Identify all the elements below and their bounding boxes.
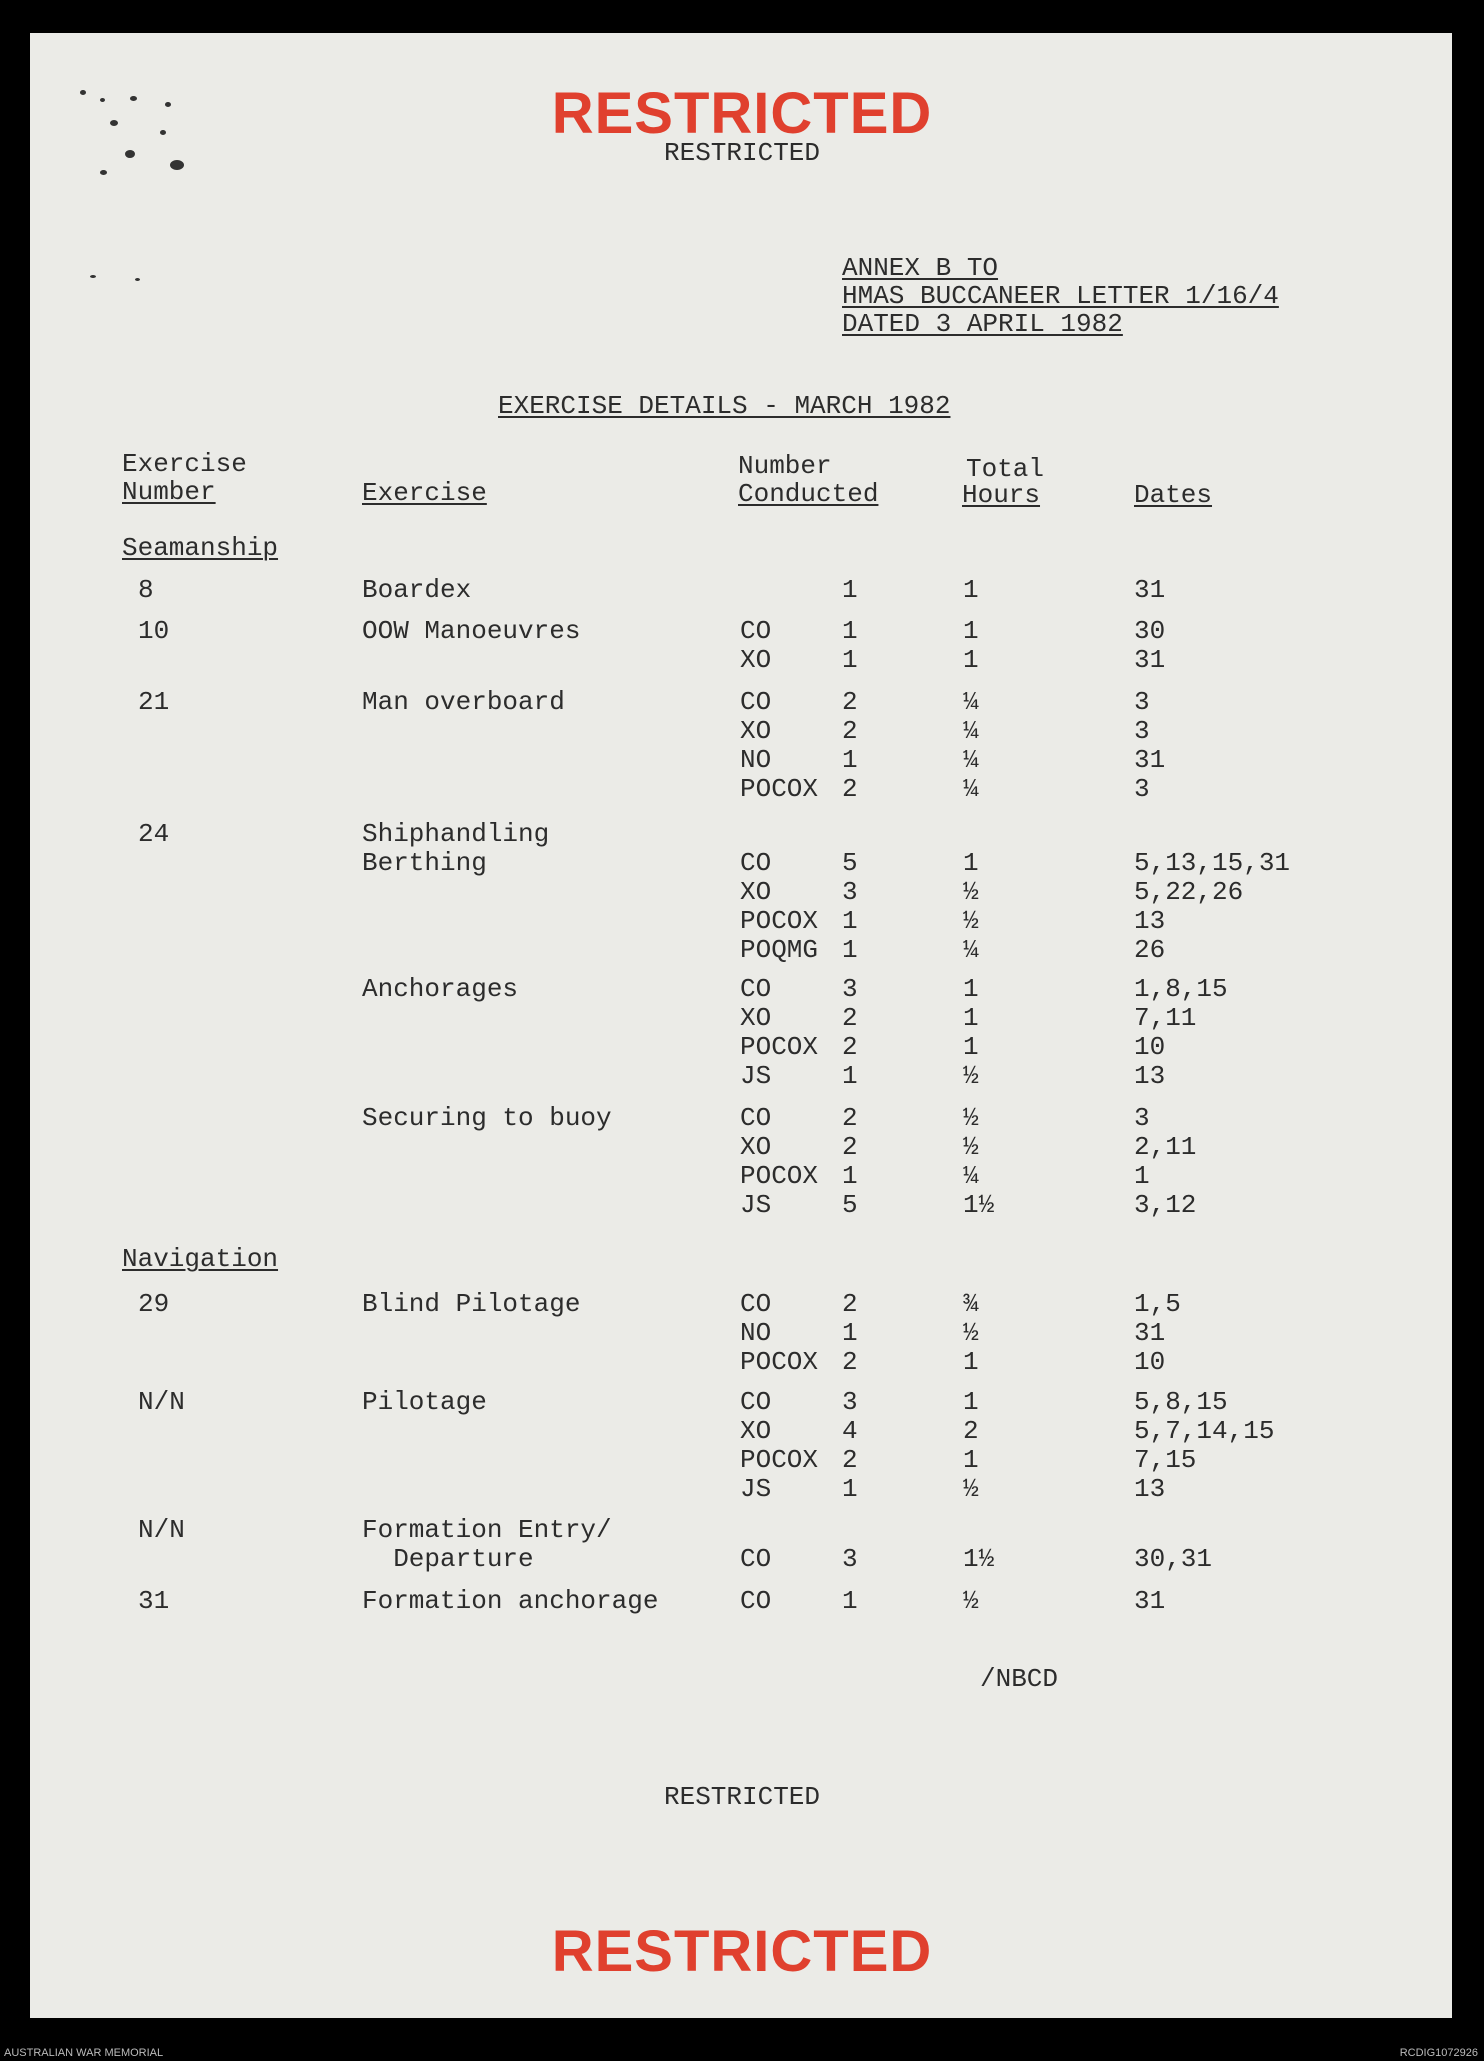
cell-n: 1 <box>842 1061 858 1091</box>
cell-n: 1 <box>842 1161 858 1191</box>
cell-h: ½ <box>963 906 979 936</box>
cell-h: ¼ <box>963 745 979 775</box>
cell-num: N/N <box>138 1515 185 1545</box>
cell-d: 13 <box>1134 1474 1166 1504</box>
header-exercise-number-b: Number <box>122 477 216 507</box>
document-title: EXERCISE DETAILS - MARCH 1982 <box>498 391 951 421</box>
cell-who: CO <box>740 1544 772 1574</box>
cell-ex: Departure <box>362 1544 534 1574</box>
cell-who: CO <box>740 616 772 646</box>
cell-who: CO <box>740 974 772 1004</box>
cell-ex: Formation Entry/ <box>362 1515 612 1545</box>
annex-line-1: ANNEX B TO <box>842 253 999 283</box>
cell-d: 3 <box>1134 1103 1150 1133</box>
cell-ex: Formation anchorage <box>362 1586 659 1616</box>
cell-h: ¼ <box>963 935 979 965</box>
header-exercise: Exercise <box>362 478 487 508</box>
cell-h: ¼ <box>963 716 979 746</box>
cell-num: 24 <box>138 819 170 849</box>
cell-h: ½ <box>963 877 979 907</box>
cell-who: JS <box>740 1474 772 1504</box>
cell-d: 30,31 <box>1134 1544 1213 1574</box>
cell-d: 31 <box>1134 745 1166 775</box>
cell-n: 2 <box>842 1289 858 1319</box>
cell-num: 8 <box>138 575 154 605</box>
cell-d: 3,12 <box>1134 1190 1197 1220</box>
cell-d: 7,11 <box>1134 1003 1197 1033</box>
cell-n: 2 <box>842 687 858 717</box>
continuation-marker: /NBCD <box>980 1664 1059 1694</box>
cell-n: 1 <box>842 1586 858 1616</box>
cell-h: 1 <box>963 1347 979 1377</box>
cell-d: 1 <box>1134 1161 1150 1191</box>
cell-h: 1 <box>963 1003 979 1033</box>
cell-who: CO <box>740 848 772 878</box>
cell-h: ¼ <box>963 687 979 717</box>
section-seamanship: Seamanship <box>122 533 279 563</box>
cell-n: 2 <box>842 1445 858 1475</box>
cell-h: 1½ <box>963 1190 995 1220</box>
cell-num: 21 <box>138 687 170 717</box>
cell-ex: Berthing <box>362 848 487 878</box>
cell-who: XO <box>740 1416 772 1446</box>
cell-h: 1½ <box>963 1544 995 1574</box>
restricted-stamp-bottom: RESTRICTED <box>551 1919 933 1984</box>
cell-n: 4 <box>842 1416 858 1446</box>
cell-h: ½ <box>963 1474 979 1504</box>
cell-who: CO <box>740 1289 772 1319</box>
cell-who: POCOX <box>740 1445 819 1475</box>
cell-h: 1 <box>963 974 979 1004</box>
cell-n: 3 <box>842 974 858 1004</box>
cell-h: 1 <box>963 1387 979 1417</box>
cell-ex: Pilotage <box>362 1387 487 1417</box>
cell-d: 3 <box>1134 687 1150 717</box>
cell-h: 1 <box>963 575 979 605</box>
cell-n: 1 <box>842 575 858 605</box>
classification-bottom: RESTRICTED <box>663 1782 821 1812</box>
cell-who: POCOX <box>740 1032 819 1062</box>
cell-n: 1 <box>842 616 858 646</box>
cell-who: JS <box>740 1190 772 1220</box>
cell-ex: Man overboard <box>362 687 565 717</box>
cell-n: 2 <box>842 1032 858 1062</box>
cell-n: 1 <box>842 1474 858 1504</box>
cell-n: 2 <box>842 1003 858 1033</box>
cell-d: 10 <box>1134 1347 1166 1377</box>
cell-d: 10 <box>1134 1032 1166 1062</box>
cell-n: 2 <box>842 1132 858 1162</box>
cell-d: 5,7,14,15 <box>1134 1416 1275 1446</box>
header-hours-b: Hours <box>962 480 1041 510</box>
cell-n: 1 <box>842 1318 858 1348</box>
cell-n: 2 <box>842 1103 858 1133</box>
cell-who: CO <box>740 1103 772 1133</box>
cell-d: 5,8,15 <box>1134 1387 1228 1417</box>
cell-who: CO <box>740 687 772 717</box>
cell-n: 3 <box>842 1387 858 1417</box>
cell-d: 5,22,26 <box>1134 877 1244 907</box>
header-conducted-a: Number <box>738 451 832 481</box>
cell-h: 1 <box>963 645 979 675</box>
cell-d: 2,11 <box>1134 1132 1197 1162</box>
cell-who: NO <box>740 745 772 775</box>
footer-archive-name: AUSTRALIAN WAR MEMORIAL <box>4 2047 164 2059</box>
footer-record-id: RCDIG1072926 <box>1399 2047 1478 2059</box>
header-dates: Dates <box>1134 480 1213 510</box>
cell-d: 3 <box>1134 716 1150 746</box>
cell-d: 30 <box>1134 616 1166 646</box>
cell-h: 2 <box>963 1416 979 1446</box>
cell-who: XO <box>740 716 772 746</box>
cell-n: 2 <box>842 1347 858 1377</box>
cell-n: 1 <box>842 745 858 775</box>
cell-ex: Securing to buoy <box>362 1103 612 1133</box>
cell-d: 26 <box>1134 935 1166 965</box>
cell-h: ¼ <box>963 774 979 804</box>
cell-num: 31 <box>138 1586 170 1616</box>
cell-who: XO <box>740 877 772 907</box>
cell-who: POCOX <box>740 1347 819 1377</box>
cell-n: 1 <box>842 645 858 675</box>
cell-n: 3 <box>842 1544 858 1574</box>
cell-n: 1 <box>842 935 858 965</box>
cell-h: ¼ <box>963 1161 979 1191</box>
cell-ex: Boardex <box>362 575 472 605</box>
cell-d: 31 <box>1134 645 1166 675</box>
cell-who: POCOX <box>740 774 819 804</box>
cell-h: ½ <box>963 1103 979 1133</box>
cell-n: 1 <box>842 906 858 936</box>
cell-d: 13 <box>1134 1061 1166 1091</box>
cell-h: ½ <box>963 1318 979 1348</box>
annex-line-3: DATED 3 APRIL 1982 <box>842 309 1123 339</box>
cell-who: JS <box>740 1061 772 1091</box>
cell-num: 29 <box>138 1289 170 1319</box>
cell-ex: Anchorages <box>362 974 519 1004</box>
cell-who: XO <box>740 1132 772 1162</box>
cell-h: ½ <box>963 1061 979 1091</box>
cell-d: 13 <box>1134 906 1166 936</box>
cell-who: XO <box>740 1003 772 1033</box>
cell-h: 1 <box>963 848 979 878</box>
cell-who: POCOX <box>740 906 819 936</box>
cell-h: 1 <box>963 1032 979 1062</box>
cell-d: 1,8,15 <box>1134 974 1228 1004</box>
cell-who: POQMG <box>740 935 819 965</box>
cell-h: ¾ <box>963 1289 979 1319</box>
cell-num: 10 <box>138 616 170 646</box>
cell-d: 31 <box>1134 1318 1166 1348</box>
cell-ex: Shiphandling <box>362 819 550 849</box>
cell-d: 3 <box>1134 774 1150 804</box>
cell-ex: Blind Pilotage <box>362 1289 581 1319</box>
cell-who: NO <box>740 1318 772 1348</box>
cell-who: XO <box>740 645 772 675</box>
cell-d: 7,15 <box>1134 1445 1197 1475</box>
cell-n: 5 <box>842 848 858 878</box>
cell-d: 31 <box>1134 1586 1166 1616</box>
section-navigation: Navigation <box>122 1244 279 1274</box>
cell-d: 31 <box>1134 575 1166 605</box>
cell-who: CO <box>740 1586 772 1616</box>
cell-h: ½ <box>963 1132 979 1162</box>
cell-h: ½ <box>963 1586 979 1616</box>
cell-num: N/N <box>138 1387 185 1417</box>
cell-d: 1,5 <box>1134 1289 1181 1319</box>
classification-top: RESTRICTED <box>663 138 821 168</box>
cell-n: 5 <box>842 1190 858 1220</box>
cell-n: 2 <box>842 774 858 804</box>
header-conducted-b: Conducted <box>738 479 879 509</box>
cell-n: 2 <box>842 716 858 746</box>
cell-who: CO <box>740 1387 772 1417</box>
header-exercise-number-a: Exercise <box>122 449 247 479</box>
cell-d: 5,13,15,31 <box>1134 848 1291 878</box>
cell-ex: OOW Manoeuvres <box>362 616 581 646</box>
cell-h: 1 <box>963 1445 979 1475</box>
cell-who: POCOX <box>740 1161 819 1191</box>
cell-n: 3 <box>842 877 858 907</box>
restricted-stamp-top: RESTRICTED <box>551 81 933 146</box>
cell-h: 1 <box>963 616 979 646</box>
header-hours-a: Total <box>966 454 1045 484</box>
annex-line-2: HMAS BUCCANEER LETTER 1/16/4 <box>842 281 1279 311</box>
